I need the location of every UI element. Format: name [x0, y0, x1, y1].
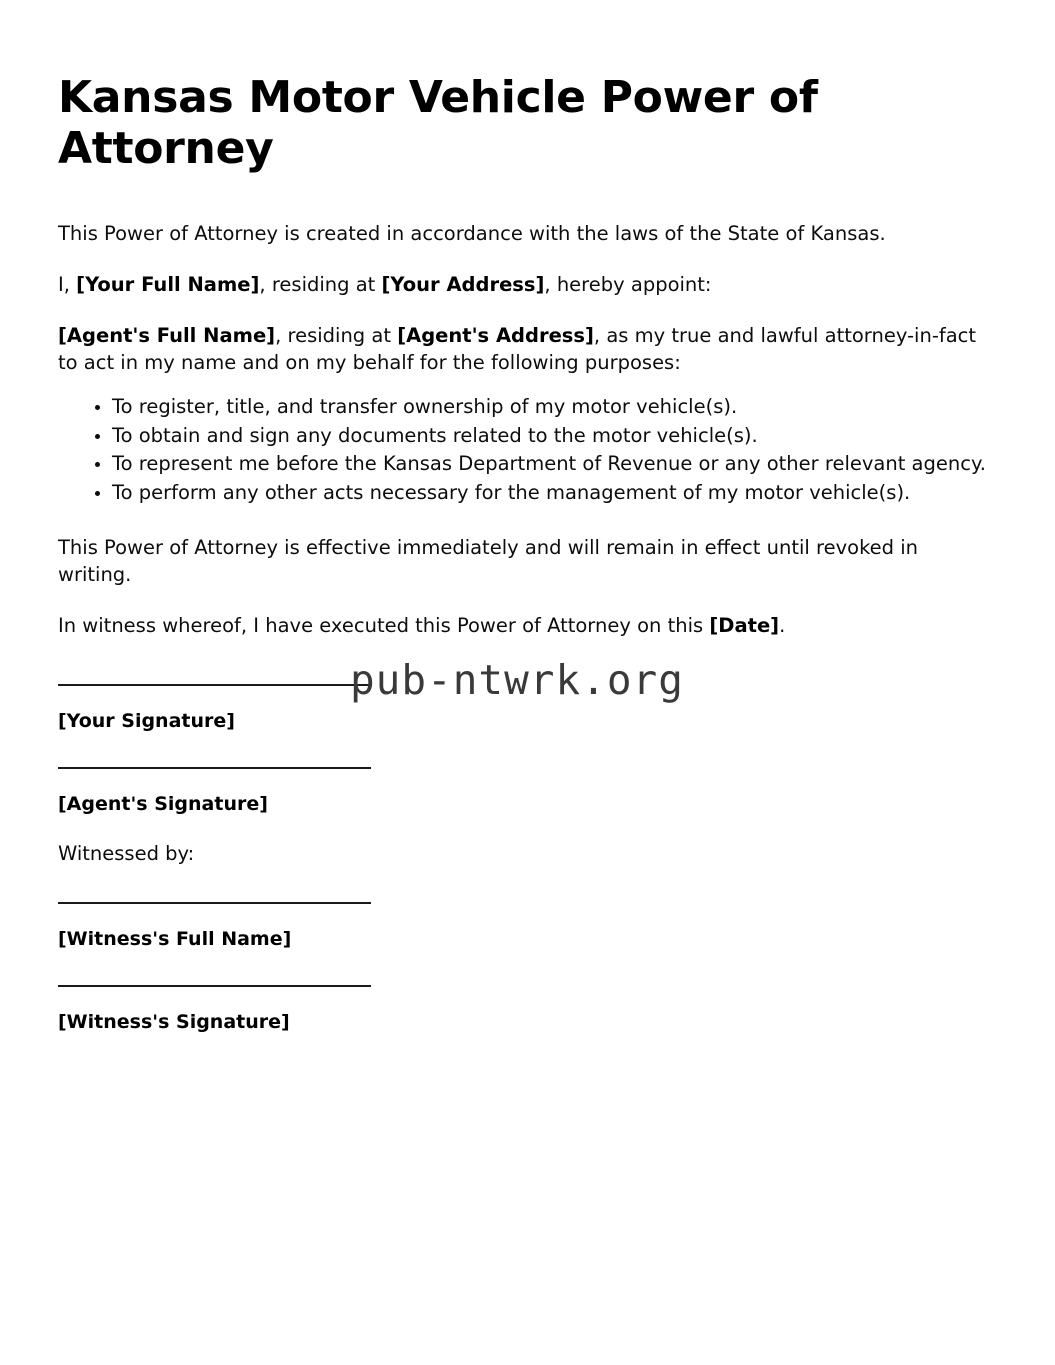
- site-watermark: pub-ntwrk.org: [350, 656, 684, 704]
- agent-signature-line: [58, 767, 371, 769]
- agent-suffix: , as my true and lawful attorney-in-fact to act in my name and on my behalf for the following purposes:: [58, 324, 977, 374]
- execution-paragraph: [58, 613, 988, 640]
- list-item: To perform any other acts necessary for the management of my motor vehicle(s).: [58, 480, 988, 506]
- appointment-middle: , residing at: [259, 272, 382, 296]
- agent-address-placeholder: [Agent's Address]: [397, 324, 594, 348]
- page-title: Kansas Motor Vehicle Power of Attorney: [58, 72, 818, 175]
- signature-block: [58, 684, 988, 1034]
- intro-paragraph: This Power of Attorney is created in accordance with the laws of the State of Kansas.: [58, 222, 886, 246]
- execution-suffix: .: [779, 614, 786, 638]
- witness-signature-line: [58, 985, 371, 987]
- your-signature-line: [58, 684, 371, 686]
- execution-prefix: In witness whereof, I have executed this Power of Attorney on this: [58, 614, 710, 638]
- date-placeholder: [Date]: [709, 614, 780, 638]
- agent-signature-label: [Agent's Signature]: [58, 792, 268, 815]
- agent-middle: , residing at: [275, 324, 398, 348]
- appointment-suffix: , hereby appoint:: [544, 272, 712, 296]
- effectiveness-paragraph: This Power of Attorney is effective immediately and will remain in effect until revoked in writing.: [58, 536, 919, 586]
- your-signature-label: [Your Signature]: [58, 709, 235, 732]
- witness-signature-label: [Witness's Signature]: [58, 1010, 290, 1033]
- appointment-prefix: I,: [58, 272, 77, 296]
- list-item: To represent me before the Kansas Department of Revenue or any other relevant agency.: [58, 451, 988, 477]
- agent-name-placeholder: [Agent's Full Name]: [58, 324, 276, 348]
- witnessed-by-label: Witnessed by:: [58, 842, 195, 866]
- agent-paragraph: [58, 323, 988, 376]
- purposes-list: [58, 394, 988, 505]
- principal-name-placeholder: [Your Full Name]: [76, 272, 260, 296]
- principal-address-placeholder: [Your Address]: [381, 272, 545, 296]
- appointment-paragraph: [58, 272, 988, 299]
- list-item: To obtain and sign any documents related to the motor vehicle(s).: [58, 423, 988, 449]
- list-item: To register, title, and transfer ownership of my motor vehicle(s).: [58, 394, 988, 420]
- witness-name-line: [58, 902, 371, 904]
- witness-name-label: [Witness's Full Name]: [58, 927, 292, 950]
